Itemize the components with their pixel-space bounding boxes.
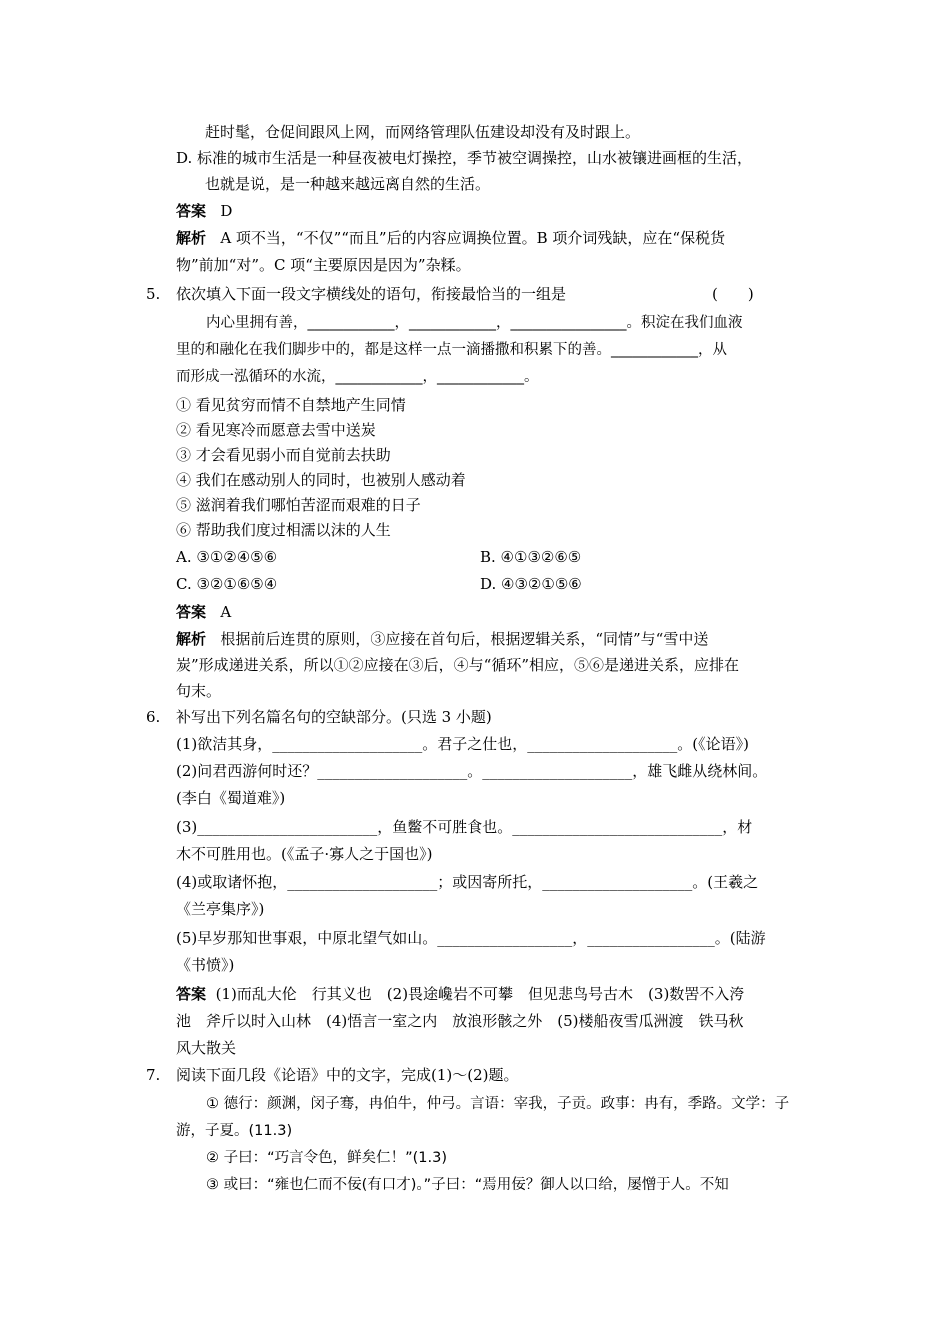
q5-item-1: ① 看见贫穷而情不自禁地产生同情: [176, 396, 406, 414]
q6-answer-cont: 池 斧斤以时入山林 (4)悟言一室之内 放浪形骸之外 (5)楼船夜雪瓜洲渡 铁马秋: [176, 1012, 744, 1030]
explanation-label: 解析: [176, 630, 207, 648]
q6-line-4-source: 《兰亭集序》): [176, 900, 265, 918]
q6-stem: 补写出下列名篇名句的空缺部分。(只选 3 小题): [176, 708, 492, 726]
explanation-label: 解析: [176, 229, 207, 247]
answer-label: 答案: [176, 603, 207, 621]
q6-line-3-source: 木不可胜用也。(《孟子·寡人之于国也》): [176, 845, 433, 863]
q5-explanation-cont: 炭”形成递进关系，所以①②应接在③后，④与“循环”相应，⑤⑥是递进关系，应排在: [176, 656, 740, 674]
q7-stem: 阅读下面几段《论语》中的文字，完成(1)～(2)题。: [176, 1066, 519, 1084]
q4-option-c-continuation: 赶时髦，仓促间跟风上网，而网络管理队伍建设却没有及时跟上。: [205, 123, 641, 141]
q5-stem: 依次填入下面一段文字横线处的语句，衔接最恰当的一组是: [176, 285, 567, 303]
answer-value: A: [220, 603, 232, 621]
q5-option-b: B. ④①③②⑥⑤: [480, 548, 582, 566]
q5-item-6: ⑥ 帮助我们度过相濡以沫的人生: [176, 521, 391, 539]
q6-answer-end: 风大散关: [176, 1039, 237, 1057]
q5-answer: [176, 599, 231, 625]
q5-option-a: A. ③①②④⑤⑥: [176, 548, 278, 566]
q6-line-1: (1)欲洁其身，____________________。君子之仕也，____________________。(《论语》): [176, 735, 749, 753]
q5-item-2: ② 看见寒冷而愿意去雪中送炭: [176, 421, 376, 439]
q7-passage-1: ① 德行：颜渊，闵子骞，冉伯牛，仲弓。言语：宰我，子贡。政事：冉有，季路。文学：子: [206, 1096, 790, 1112]
q5-item-5: ⑤ 滋润着我们哪怕苦涩而艰难的日子: [176, 496, 421, 514]
q5-item-4: ④ 我们在感动别人的同时，也被别人感动着: [176, 471, 466, 489]
q5-explanation-end: 句末。: [176, 682, 222, 700]
q4-explanation-cont: 物”前加“对”。C 项“主要原因是因为”杂糅。: [176, 256, 471, 274]
q4-option-d: D. 标准的城市生活是一种昼夜被电灯操控，季节被空调操控，山水被镶进画框的生活，: [176, 149, 753, 167]
q7-passage-2: ② 子曰：“巧言令色，鲜矣仁！”(1.3): [206, 1150, 448, 1166]
q5-option-d: D. ④③②①⑤⑥: [480, 575, 582, 593]
q6-line-2: (2)问君西游何时还？____________________。____________________，雄飞雌从绕林间。: [176, 762, 768, 780]
q6-line-3: (3)________________________，鱼鳖不可胜食也。____________________________，材: [176, 818, 753, 836]
q5-passage-line1: 内心里拥有善，____________，____________，________________。积淀在我们血液: [206, 315, 743, 331]
q6-line-5: (5)早岁那知世事艰，中原北望气如山。__________________，_________________。(陆游: [176, 929, 766, 947]
q6-line-4: (4)或取诸怀抱，____________________；或因寄所托，____________________。(王羲之: [176, 873, 759, 891]
q5-number: 5.: [146, 285, 161, 303]
q4-explanation: 解析 A 项不当，“不仅”“而且”后的内容应调换位置。B 项介词残缺，应在“保税货: [176, 229, 726, 247]
q4-answer: [176, 198, 232, 224]
q7-passage-1-cont: 游，子夏。(11.3): [176, 1123, 293, 1139]
q6-line-2-source: (李白《蜀道难》): [176, 789, 286, 807]
q7-number: 7.: [146, 1066, 161, 1084]
q5-passage-line3: 而形成一泓循环的水流，____________，____________。: [176, 369, 539, 385]
q5-passage-line2: 里的和融化在我们脚步中的，都是这样一点一滴播撒和积累下的善。____________，从: [176, 342, 727, 358]
q6-answer: 答案 (1)而乱大伦 行其义也 (2)畏途巉岩不可攀 但见悲鸟号古木 (3)数罟不入洿: [176, 985, 745, 1003]
answer-label: 答案: [176, 985, 207, 1003]
answer-label: 答案: [176, 202, 207, 220]
q5-item-3: ③ 才会看见弱小而自觉前去扶助: [176, 446, 391, 464]
q7-passage-3: ③ 或曰：“雍也仁而不佞(有口才)。”子曰：“焉用佞？御人以口给，屡憎于人。不知: [206, 1177, 729, 1193]
q5-answer-paren: ( ): [712, 285, 754, 303]
q4-option-d-continuation: 也就是说，是一种越来越远离自然的生活。: [205, 175, 491, 193]
answer-value: D: [220, 202, 233, 220]
q6-number: 6.: [146, 708, 161, 726]
q5-explanation: 解析 根据前后连贯的原则，③应接在首句后，根据逻辑关系，“同情”与“雪中送: [176, 630, 709, 648]
q5-option-c: C. ③②①⑥⑤④: [176, 575, 278, 593]
q6-line-5-source: 《书愤》): [176, 956, 235, 974]
